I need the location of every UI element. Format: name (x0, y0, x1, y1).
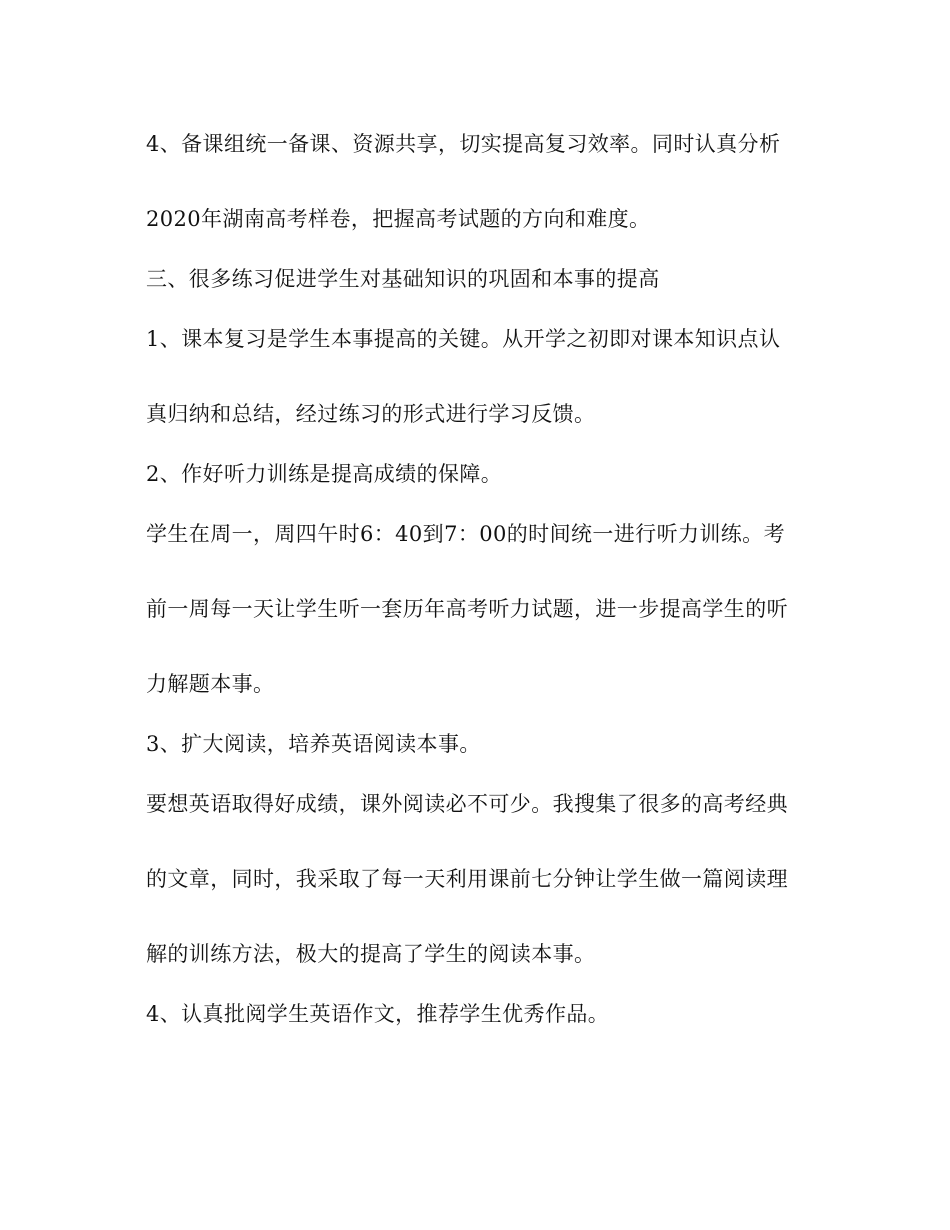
paragraph-line: 要想英语取得好成绩，课外阅读必不可少。我搜集了很多的高考经典 (146, 792, 788, 816)
paragraph-line: 前一周每一天让学生听一套历年高考听力试题，进一步提高学生的听 (146, 597, 788, 621)
paragraph-line: 解的训练方法，极大的提高了学生的阅读本事。 (146, 942, 596, 966)
paragraph-line: 力解题本事。 (146, 672, 275, 696)
paragraph-line: 3、扩大阅读，培养英语阅读本事。 (146, 732, 481, 756)
paragraph-line: 学生在周一，周四午时6：40到7：00的时间统一进行听力训练。考 (146, 522, 785, 546)
paragraph-line: 4、备课组统一备课、资源共享，切实提高复习效率。同时认真分析 (146, 132, 781, 156)
paragraph-line: 1、课本复习是学生本事提高的关键。从开学之初即对课本知识点认 (146, 327, 781, 351)
paragraph-line: 4、认真批阅学生英语作文，推荐学生优秀作品。 (146, 1002, 610, 1026)
paragraph-line: 真归纳和总结，经过练习的形式进行学习反馈。 (146, 402, 596, 426)
section-heading: 三、很多练习促进学生对基础知识的巩固和本事的提高 (146, 267, 660, 291)
paragraph-line: 的文章，同时，我采取了每一天利用课前七分钟让学生做一篇阅读理 (146, 867, 788, 891)
paragraph-line: 2020年湖南高考样卷，把握高考试题的方向和难度。 (146, 207, 651, 231)
paragraph-line: 2、作好听力训练是提高成绩的保障。 (146, 462, 503, 486)
